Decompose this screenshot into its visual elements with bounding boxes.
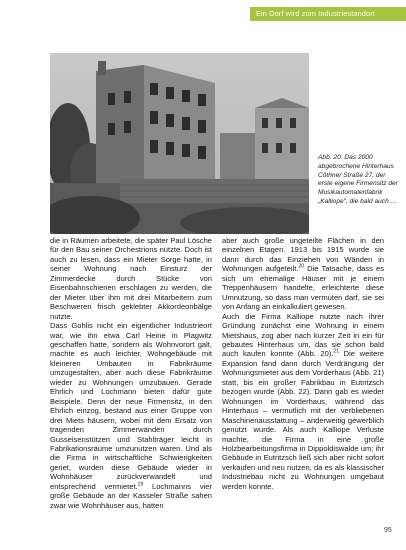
paragraph-text: Die weitere Expansion fand dann durch Verdrängung der Wohnungsmieter aus dem Vorderhaus (Abb. 21) statt, bis ein großer Fabrikbau in Eutritzsch bezogen wurde (Abb. 22). Dann gab es wieder Wohnungen im Vorderhaus, während das Hinterhaus – vermutlich mit der verbliebenen Maschinenausstattung – anderweitig gewerblich genutzt wurde. Als auch Kalliope Verluste machte, die Firma in eine große Holzbearbeitungsfirma in Dippoldiswalde um; ihr Gebäude in Eutritzsch ließ sich aber nicht sofort verkaufen und neu nutzen, da es als klassischer Industriebau nicht zu Wohnungen umgebaut werden konnte. bbox=[222, 349, 384, 491]
running-header bbox=[250, 7, 406, 21]
paragraph-text: Auch die Firma Kalliope nutzte nach ihrer Gründung zunächst eine Wohnung in einem Mietshaus, zog aber nach kurzer Zeit in ein für gebautes Hinterhaus um, das sie schon bald auch kaufen konnte (Abb. 20). bbox=[222, 311, 384, 359]
page-number: 95 bbox=[384, 527, 392, 534]
footnote-ref: 21 bbox=[333, 348, 339, 355]
paragraph bbox=[222, 312, 384, 492]
paragraph bbox=[222, 236, 384, 312]
building-photo-illustration bbox=[50, 53, 309, 234]
paragraph-text: Dass Gohlis nicht ein eigentlicher Industrieort war, wie ihn etwa Carl Heine in Plagwitz geschaffen hatte, sondern als Wohnvorort galt, machte es auch leichter, Wohngebäude mit kleineren Umbauten in Fabrikräume umzugestalten, aber auch diese Fabrikräume wieder zu Wohnungen umzubauen. Gerade Ehrlich und Lochmann bieten dafür gute Beispiele. Denn der neue Firmensitz, in den Ehrlich einzog, bestand aus einer Gruppe von drei Miets häusern, wobei mit dem Ersatz von tragenden Zimmerwänden durch Gusseisenstützen und Stahlträger leicht in Fabrikationsräume umzunutzen waren. Und als die Firma in wirtschaftliche Schwierigkeiten geriet, wurden diese Gebäude wieder in Wohnhäuser zurückverwandelt und entsprechend vermietet. bbox=[50, 321, 212, 491]
paragraph-text: die in Räumen arbeitete, die später Paul Lösche für den Bau seiner Orchestrions nutzte. Doch ist auch zu lesen, dass ein Mieter Sorge hatte, in seiner Wohnung nach Einsturz der Zimmerdecke durch Stücke von Eisenbahnschienen erschlagen zu werden, die der Mieter über ihm mit drei Mitarbeitern zum Beschweren frisch geklebter Akkordeonbälge nutzte. bbox=[50, 236, 212, 321]
paragraph-text: Die Tatsache, dass es sich um ehemalige Häuser mit je einem Treppenhäusern handelte, erleichterte diese Umnutzung, so dass man vermuten darf, sie sei von Anfang an einkalkuliert gewesen. bbox=[222, 264, 385, 312]
left-text-column bbox=[50, 236, 212, 510]
paragraph bbox=[50, 321, 212, 510]
figure-caption: Abb. 20: Das 2000 abgebrochene Hinterhaus Cöthner Straße 27, der erste eigene Firmensitz der Musikautomatenfabrik „Kalliope“, die bald auch … bbox=[318, 154, 398, 205]
paragraph-text: aber auch große ungeteilte Flächen in den einzelnen Etagen. 1913 bis 1915 wurde sie dann durch das Einziehen von Wänden in Wohnungen aufgeteilt. bbox=[222, 236, 384, 274]
running-title: Ein Dorf wird zum Industriestandort bbox=[256, 9, 375, 18]
footnote-ref: 19 bbox=[137, 481, 144, 488]
paragraph-text: Lochmanns vier große Gebäude an der Kasseler Straße sahen zwar wie Wohnhäuser aus, hatten bbox=[50, 481, 213, 510]
right-text-column bbox=[222, 236, 384, 491]
figure-photo bbox=[50, 53, 309, 234]
footnote-ref: 20 bbox=[298, 263, 305, 270]
paragraph bbox=[50, 236, 212, 321]
